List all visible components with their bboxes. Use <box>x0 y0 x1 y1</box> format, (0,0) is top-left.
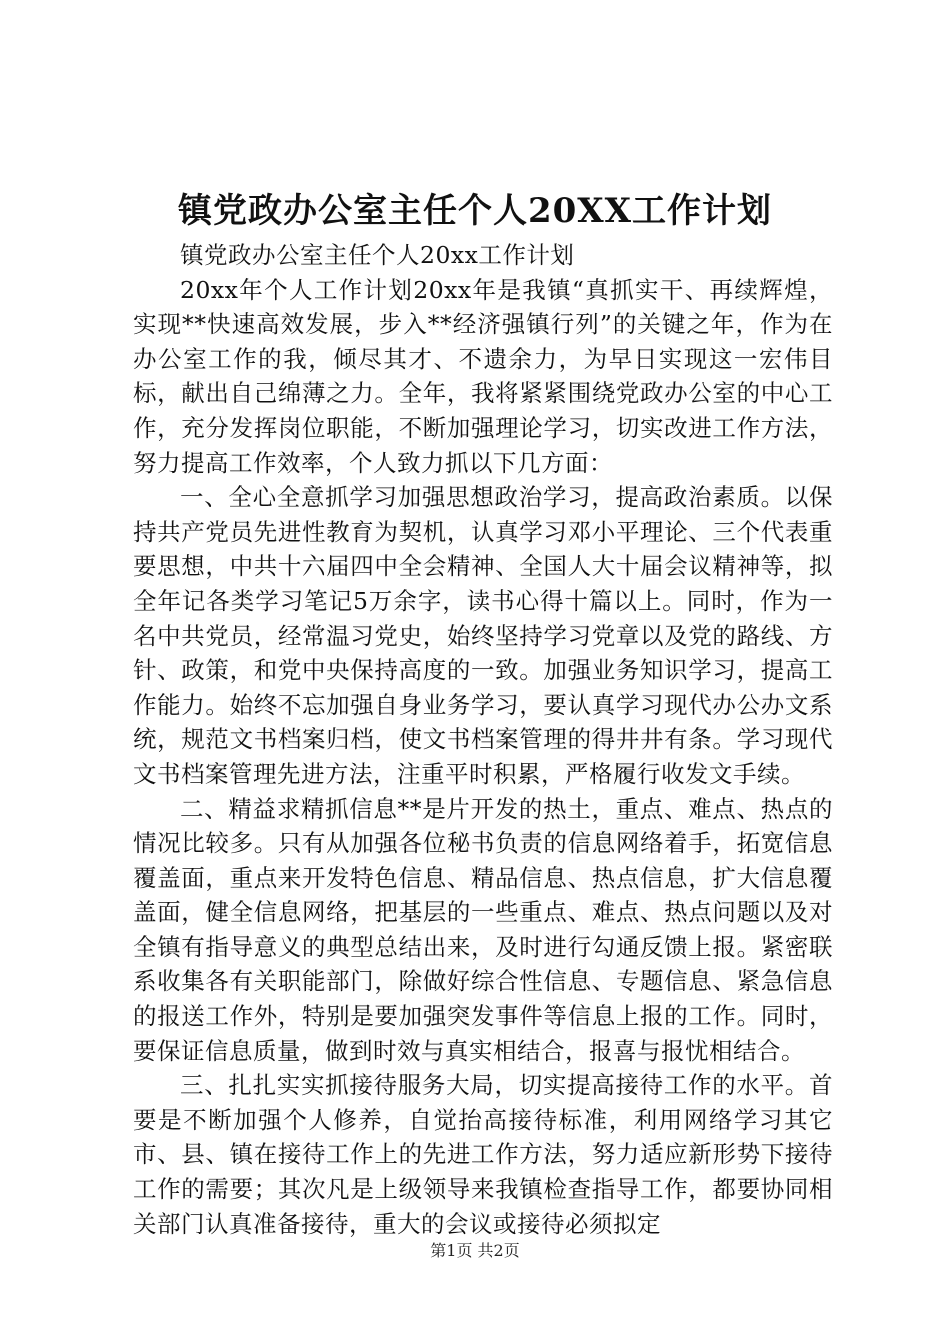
section-2-paragraph: 二、精益求精抓信息**是片开发的热土，重点、难点、热点的情况比较多。只有从加强各位秘书负责的信息网络着手，拓宽信息覆盖面，重点来开发特色信息、精品信息、热点信息，扩大信息覆盖面，健全信息网络，把基层的一些重点、难点、热点问题以及对全镇有指导意义的典型总结出来，及时进行勾通反馈上报。紧密联系收集各有关职能部门，除做好综合性信息、专题信息、紧急信息的报送工作外，特别是要加强突发事件等信息上报的工作。同时，要保证信息质量，做到时效与真实相结合，报喜与报忧相结合。 <box>133 794 833 1065</box>
subtitle-paragraph: 镇党政办公室主任个人20xx工作计划 <box>180 241 575 269</box>
page-number-footer: 第1页 共2页 <box>430 1241 520 1260</box>
section-1-paragraph: 一、全心全意抓学习加强思想政治学习，提高政治素质。以保持共产党员先进性教育为契机，认真学习邓小平理论、三个代表重要思想，中共十六届四中全会精神、全国人大十届会议精神等，拟全年记各类学习笔记5万余字，读书心得十篇以上。同时，作为一名中共党员，经常温习党史，始终坚持学习党章以及党的路线、方针、政策，和党中央保持高度的一致。加强业务知识学习，提高工作能力。始终不忘加强自身业务学习，要认真学习现代办公办文系统，规范文书档案归档，使文书档案管理的得井井有条。学习现代文书档案管理先进方法，注重平时积累，严格履行收发文手续。 <box>133 483 833 788</box>
document-body <box>133 238 833 1241</box>
intro-paragraph: 20xx年个人工作计划20xx年是我镇“真抓实干、再续辉煌，实现**快速高效发展，步入**经济强镇行列”的关键之年，作为在办公室工作的我，倾尽其才、不遗余力，为早日实现这一宏伟目标，献出自己绵薄之力。全年，我将紧紧围绕党政办公室的中心工作，充分发挥岗位职能，不断加强理论学习，切实改进工作方法，努力提高工作效率，个人致力抓以下几方面： <box>133 275 833 477</box>
document-title: 镇党政办公室主任个人20XX工作计划 <box>177 191 773 231</box>
section-3-paragraph: 三、扎扎实实抓接待服务大局，切实提高接待工作的水平。首要是不断加强个人修养，自觉抬高接待标准，利用网络学习其它市、县、镇在接待工作上的先进工作方法，努力适应新形势下接待工作的需要；其次凡是上级领导来我镇检查指导工作，都要协同相关部门认真准备接待，重大的会议或接待必须拟定 <box>133 1071 833 1238</box>
